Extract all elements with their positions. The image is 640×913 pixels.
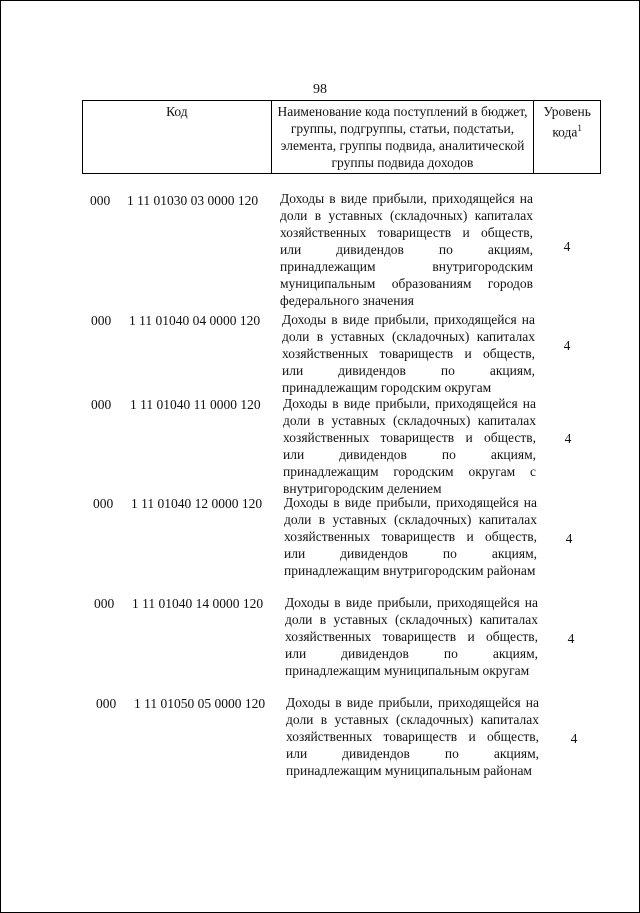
header-code: Код — [83, 101, 272, 174]
row-code: 1 11 01040 11 0000 120 — [130, 397, 261, 412]
row-group: 000 — [96, 696, 117, 711]
row-description: Доходы в виде прибыли, приходящейся на доли в уставных (складочных) капиталах хозяйственных товариществ и обществ, или дивидендов по акциям, принадлежащим внутригородским муниципальным образованиям городов федерального значения — [280, 191, 533, 308]
header-name: Наименование кода поступлений в бюджет, группы, подгруппы, статьи, подстатьи, элемента, группы подвида, аналитической группы подвида доходов — [271, 101, 534, 174]
row-code: 1 11 01040 04 0000 120 — [129, 313, 261, 328]
row-level: 4 — [564, 431, 572, 446]
row-description: Доходы в виде прибыли, приходящейся на доли в уставных (складочных) капиталах хозяйственных товариществ и обществ, или дивидендов по акциям, принадлежащим муниципальным районам — [286, 695, 539, 778]
header-level-footnote: 1 — [577, 123, 582, 133]
header-level: Уровень кода — [543, 104, 591, 140]
row-level: 4 — [565, 531, 573, 546]
table-header — [82, 100, 601, 174]
header-level-cell — [534, 101, 601, 174]
row-group: 000 — [91, 397, 112, 412]
row-level: 4 — [567, 631, 575, 646]
row-code: 1 11 01040 12 0000 120 — [131, 496, 263, 511]
row-description: Доходы в виде прибыли, приходящейся на доли в уставных (складочных) капиталах хозяйственных товариществ и обществ, или дивидендов по акциям, принадлежащим внутригородским районам — [284, 495, 537, 578]
row-level: 4 — [563, 239, 571, 254]
row-description: Доходы в виде прибыли, приходящейся на доли в уставных (складочных) капиталах хозяйственных товариществ и обществ, или дивидендов по акциям, принадлежащим муниципальным округам — [285, 595, 538, 678]
row-level: 4 — [563, 338, 571, 353]
row-description: Доходы в виде прибыли, приходящейся на доли в уставных (складочных) капиталах хозяйственных товариществ и обществ, или дивидендов по акциям, принадлежащим городским округам — [282, 312, 535, 395]
row-level: 4 — [570, 731, 578, 746]
table-header-row — [83, 101, 601, 174]
row-group: 000 — [94, 596, 115, 611]
row-code: 1 11 01050 05 0000 120 — [134, 696, 266, 711]
row-code: 1 11 01040 14 0000 120 — [132, 596, 264, 611]
page-number: 98 — [313, 82, 327, 97]
row-code: 1 11 01030 03 0000 120 — [127, 193, 259, 208]
row-group: 000 — [90, 193, 111, 208]
row-group: 000 — [93, 496, 114, 511]
row-description: Доходы в виде прибыли, приходящейся на доли в уставных (складочных) капиталах хозяйственных товариществ и обществ, или дивидендов по акциям, принадлежащим городским округам с внутригородским делением — [283, 396, 536, 496]
row-group: 000 — [91, 313, 112, 328]
